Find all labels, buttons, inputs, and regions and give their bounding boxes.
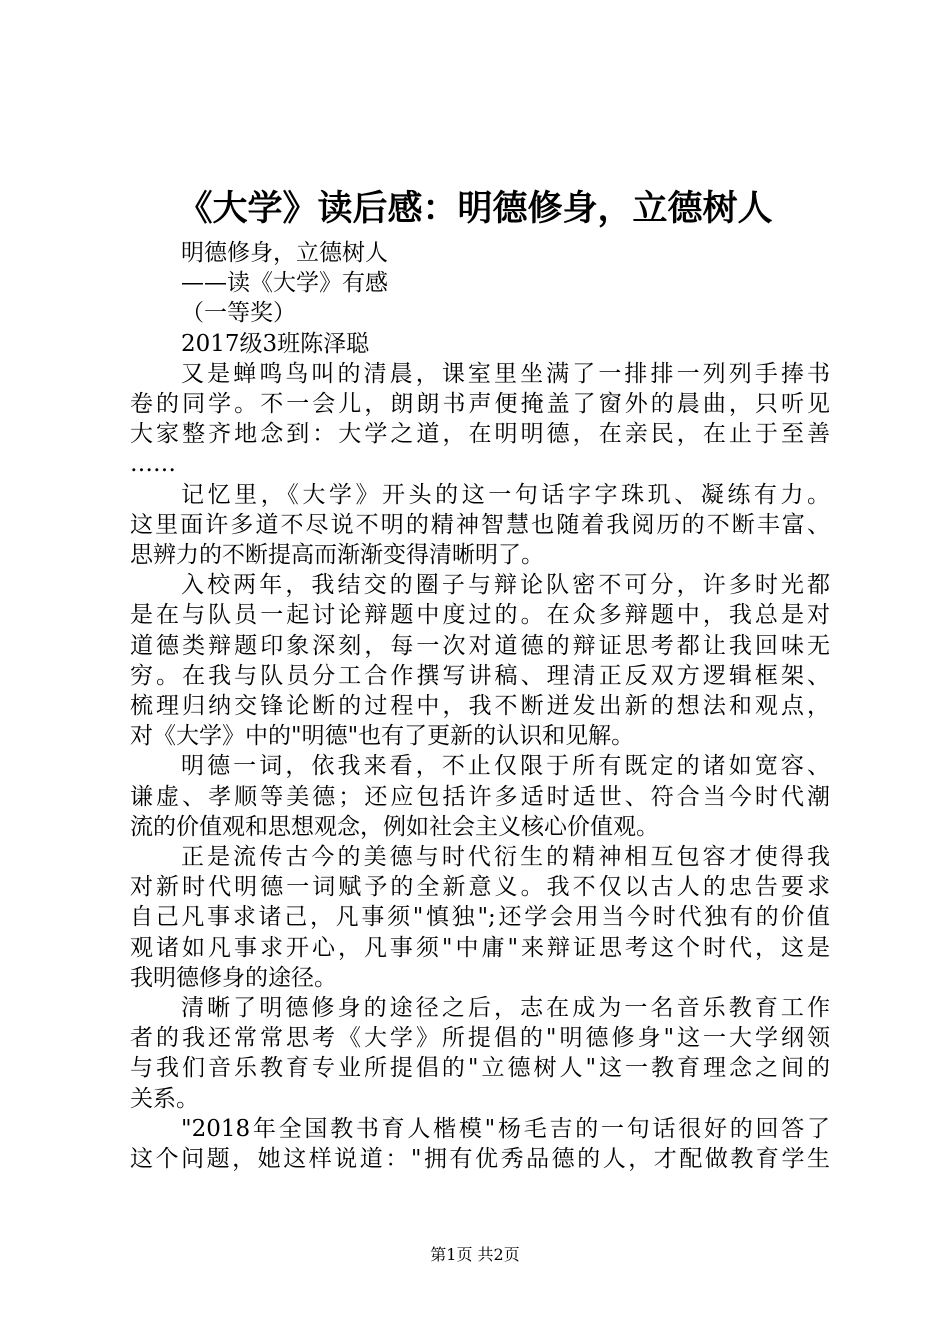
paragraph-line: 明德一词，依我来看，不止仅限于所有既定的诸如宽容、 — [181, 753, 830, 780]
paragraph-line: 大家整齐地念到：大学之道，在明明德，在亲民，在止于至善 — [130, 421, 830, 448]
paragraph-line: 又是蝉鸣鸟叫的清晨，课室里坐满了一排排一列列手捧书 — [181, 360, 830, 387]
paragraph-line: 自己凡事求诸己，凡事须"慎独";还学会用当今时代独有的价值 — [130, 904, 830, 931]
paragraph-line: 正是流传古今的美德与时代衍生的精神相互包容才使得我 — [181, 844, 830, 871]
paragraph-line: 入校两年，我结交的圈子与辩论队密不可分，许多时光都 — [181, 572, 830, 599]
paragraph-line: 者的我还常常思考《大学》所提倡的"明德修身"这一大学纲领 — [130, 1025, 830, 1052]
paragraph-line: 观诸如凡事求开心，凡事须"中庸"来辩证思考这个时代，这是 — [130, 934, 830, 961]
award-line: （一等奖） — [181, 300, 296, 327]
paragraph-line: …… — [130, 451, 176, 478]
subtitle-line: ——读《大学》有感 — [181, 270, 388, 297]
paragraph-line: 这里面许多道不尽说不明的精神智慧也随着我阅历的不断丰富、 — [130, 511, 830, 538]
paragraph-line: 记忆里，《大学》开头的这一句话字字珠玑、凝练有力。 — [181, 481, 830, 508]
document-title: 《大学》读后感：明德修身，立德树人 — [177, 188, 773, 229]
paragraph-line: 思辨力的不断提高而渐渐变得清晰明了。 — [130, 542, 544, 569]
paragraph — [130, 570, 830, 751]
page-number-footer: 第1页 共2页 — [430, 1245, 520, 1264]
paragraph-line: 流的价值观和思想观念，例如社会主义核心价值观。 — [130, 813, 659, 840]
document-body — [130, 238, 830, 1174]
paragraph — [130, 1114, 830, 1174]
paragraph-line: 道德类辩题印象深刻，每一次对道德的辩证思考都让我回味无 — [130, 632, 830, 659]
subtitle-line: 明德修身，立德树人 — [181, 240, 388, 266]
paragraph-line: 谦虚、孝顺等美德；还应包括许多适时适世、符合当今时代潮 — [130, 783, 830, 810]
paragraph-line: 是在与队员一起讨论辩题中度过的。在众多辩题中，我总是对 — [130, 602, 830, 629]
paragraph — [130, 993, 830, 1114]
paragraph — [130, 480, 830, 571]
paragraph-line: 清晰了明德修身的途径之后，志在成为一名音乐教育工作 — [181, 995, 830, 1022]
author-line: 2017级3班陈泽聪 — [181, 330, 370, 357]
paragraph-line: 卷的同学。不一会儿，朗朗书声便掩盖了窗外的晨曲，只听见 — [130, 391, 830, 418]
paragraph-line: 这个问题，她这样说道："拥有优秀品德的人，才配做教育学生 — [130, 1146, 830, 1173]
paragraph-line: 穷。在我与队员分工合作撰写讲稿、理清正反双方逻辑框架、 — [130, 662, 830, 689]
paragraph-line: "2018年全国教书育人楷模"杨毛吉的一句话很好的回答了 — [181, 1115, 830, 1142]
paragraph — [130, 842, 830, 993]
paragraph — [130, 751, 830, 842]
paragraph — [130, 359, 830, 480]
paragraph-line: 我明德修身的途径。 — [130, 964, 337, 991]
header-block — [130, 238, 830, 359]
paragraph-line: 梳理归纳交锋论断的过程中，我不断迸发出新的想法和观点， — [130, 693, 830, 720]
paragraph-line: 与我们音乐教育专业所提倡的"立德树人"这一教育理念之间的 — [130, 1055, 830, 1082]
paragraph-line: 对新时代明德一词赋予的全新意义。我不仅以古人的忠告要求 — [130, 874, 830, 901]
paragraph-line: 关系。 — [130, 1085, 199, 1112]
paragraph-line: 对《大学》中的"明德"也有了更新的认识和见解。 — [130, 723, 635, 750]
